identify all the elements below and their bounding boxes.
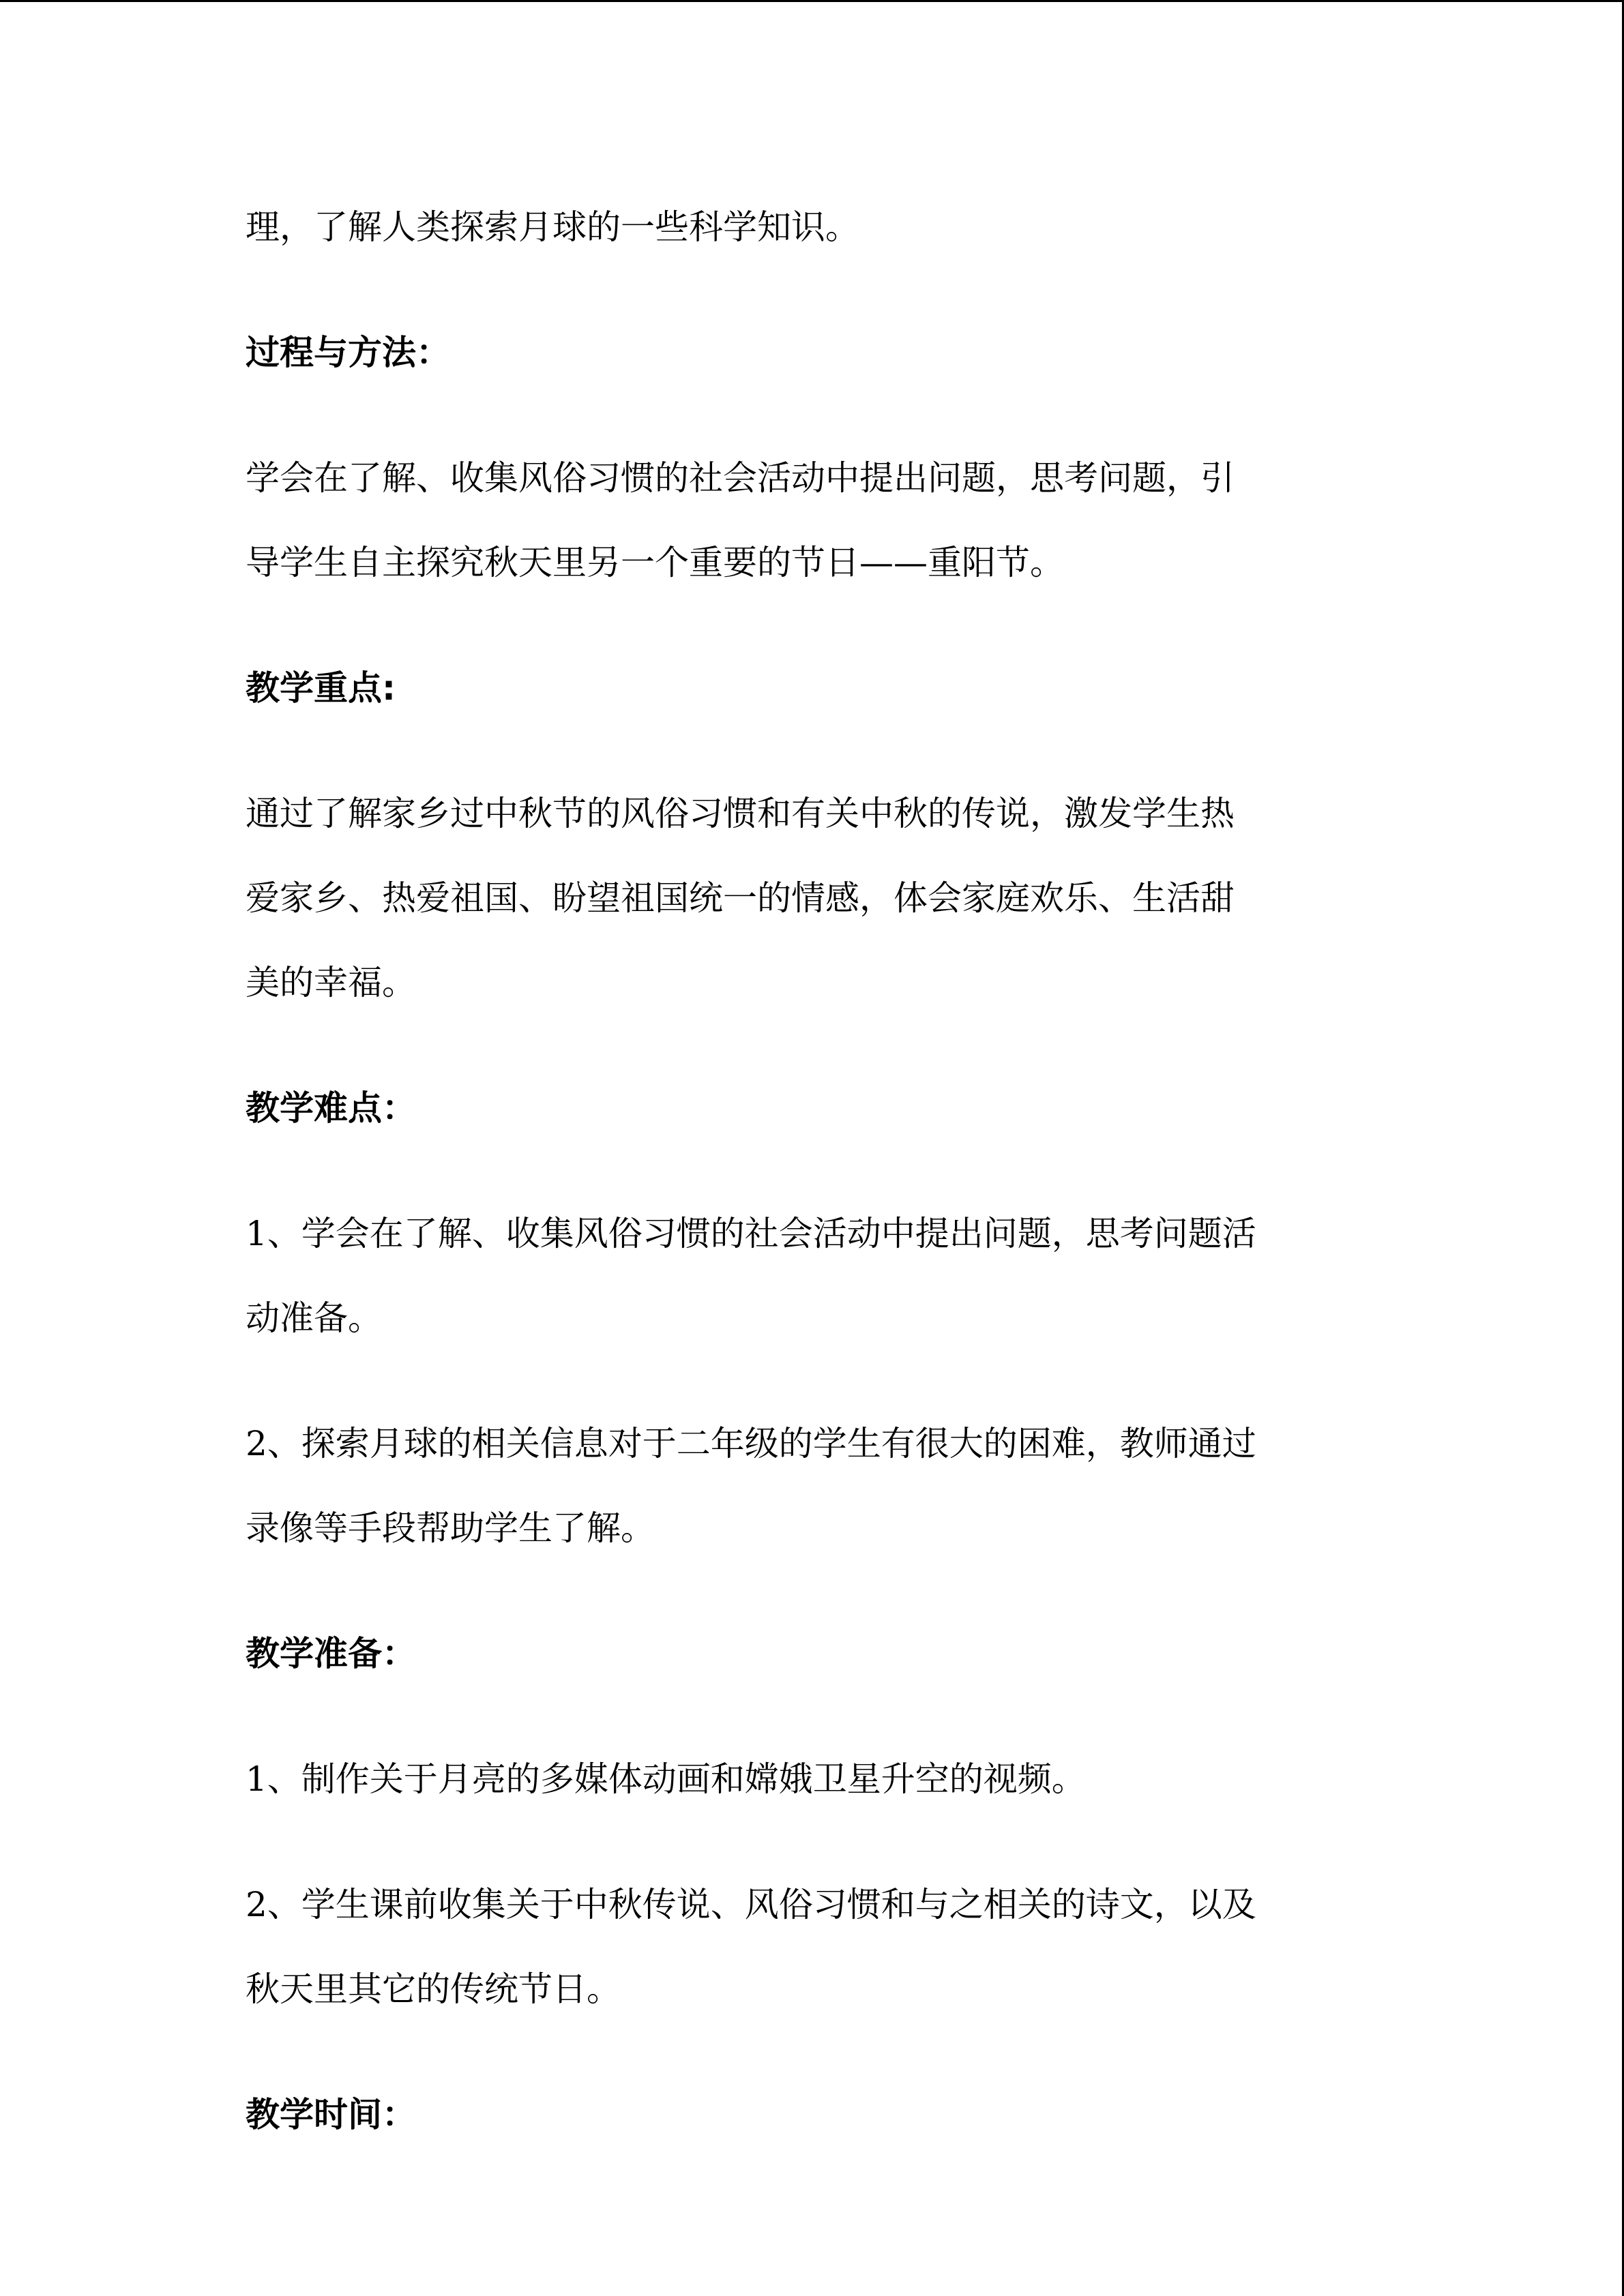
paragraph-line: 导学生自主探究秋天里另一个重要的节日——重阳节。 [246,543,1064,582]
paragraph-line: 录像等手段帮助学生了解。 [246,1508,655,1548]
section-heading-teaching-time: 教学时间： [246,2095,416,2134]
difficulties-item-2 [246,1421,1378,1551]
section-heading-preparation: 教学准备： [246,1634,416,1673]
preparation-heading-block [246,1631,1378,1676]
teaching-time-heading-block [246,2092,1378,2137]
paragraph-line: 1、制作关于月亮的多媒体动画和嫦娥卫星升空的视频。 [246,1759,1086,1799]
process-method-heading-block [246,330,1378,375]
paragraph-line: 学会在了解、收集风俗习惯的社会活动中提出问题，思考问题，引 [246,458,1235,498]
paragraph-line: 爱家乡、热爱祖国、盼望祖国统一的情感，体会家庭欢乐、生活甜 [246,878,1235,918]
paragraph-line: 通过了解家乡过中秋节的风俗习惯和有关中秋的传说，激发学生热 [246,794,1235,833]
paragraph-line: 动准备。 [246,1298,382,1338]
difficulties-item-1 [246,1211,1378,1341]
paragraph-line: 2、学生课前收集关于中秋传说、风俗习惯和与之相关的诗文，以及 [246,1885,1256,1924]
document-body [246,205,1378,2137]
paragraph-line: 美的幸福。 [246,963,416,1002]
intro-paragraph [246,205,1378,250]
paragraph-line: 1、学会在了解、收集风俗习惯的社会活动中提出问题，思考问题活 [246,1214,1256,1253]
preparation-item-2 [246,1882,1378,2012]
paragraph-line: 理，了解人类探索月球的一些科学知识。 [246,207,859,247]
preparation-item-1 [246,1757,1378,1802]
paragraph-line: 秋天里其它的传统节日。 [246,1969,621,2009]
page-top-border [0,0,1624,2]
paragraph-line: 2、探索月球的相关信息对于二年级的学生有很大的困难，教师通过 [246,1424,1256,1463]
section-heading-difficulties: 教学难点： [246,1088,416,1128]
key-points-paragraph [246,791,1378,1005]
key-points-heading-block [246,666,1378,711]
section-heading-process-method: 过程与方法： [246,333,450,372]
section-heading-key-points: 教学重点: [246,668,396,708]
process-method-paragraph [246,456,1378,585]
difficulties-heading-block [246,1086,1378,1131]
